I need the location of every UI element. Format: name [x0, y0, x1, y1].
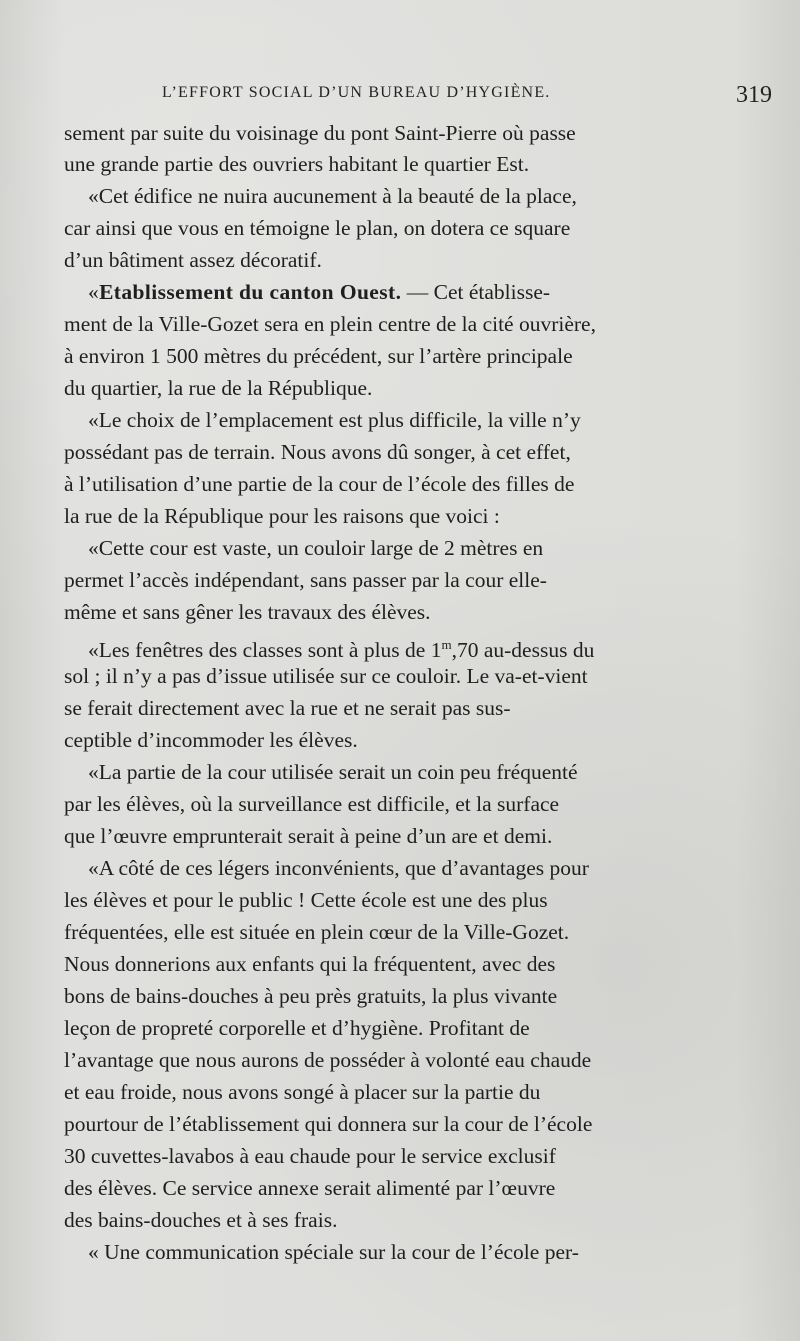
- page-number: 319: [736, 82, 772, 108]
- text-line-20: ceptible d’incommoder les élèves.: [64, 728, 358, 752]
- text-line-10: «Le choix de l’emplacement est plus difficile, la ville n’y: [88, 408, 581, 432]
- text-line-18: sol ; il n’y a pas d’issue utilisée sur ce couloir. Le va-et-vient: [64, 664, 588, 688]
- text-line-27: Nous donnerions aux enfants qui la fréquentent, avec des: [64, 952, 556, 976]
- text-line-16: même et sans gêner les travaux des élèves.: [64, 600, 431, 624]
- text-line-21: «La partie de la cour utilisée serait un coin peu fréquenté: [88, 760, 578, 784]
- text-line-2: une grande partie des ouvriers habitant le quartier Est.: [64, 152, 530, 176]
- text-line-1: sement par suite du voisinage du pont Saint-Pierre où passe: [64, 121, 576, 145]
- text-line-31: et eau froide, nous avons songé à placer sur la partie du: [64, 1080, 541, 1104]
- text-line-8: à environ 1 500 mètres du précédent, sur l’artère principale: [64, 344, 573, 368]
- text-line-30: l’avantage que nous aurons de posséder à volonté eau chaude: [64, 1048, 592, 1072]
- text-line-24: «A côté de ces légers inconvénients, que d’avantages pour: [88, 856, 589, 880]
- section-continuation: — Cet établisse-: [401, 280, 551, 304]
- text-line-34: des élèves. Ce service annexe serait alimenté par l’œuvre: [64, 1176, 556, 1200]
- text-line-14: «Cette cour est vaste, un couloir large de 2 mètres en: [88, 536, 544, 560]
- bold-section-title: Etablissement du canton Ouest.: [99, 280, 402, 304]
- text-line-28: bons de bains-douches à peu près gratuits, la plus vivante: [64, 984, 558, 1008]
- text-line-23: que l’œuvre emprunterait serait à peine d’un are et demi.: [64, 824, 553, 848]
- text-line-29: leçon de propreté corporelle et d’hygiène. Profitant de: [64, 1016, 530, 1040]
- text-line-15: permet l’accès indépendant, sans passer par la cour elle-: [64, 568, 547, 592]
- text-line-26: fréquentées, elle est située en plein cœur de la Ville-Gozet.: [64, 920, 570, 944]
- text-line-35: des bains-douches et à ses frais.: [64, 1208, 338, 1232]
- text-line-33: 30 cuvettes-lavabos à eau chaude pour le service exclusif: [64, 1144, 556, 1168]
- window-height-text-before: «Les fenêtres des classes sont à plus de 1: [88, 638, 442, 662]
- text-line-12: à l’utilisation d’une partie de la cour de l’école des filles de: [64, 472, 575, 496]
- text-line-22: par les élèves, où la surveillance est difficile, et la surface: [64, 792, 560, 816]
- text-line-25: les élèves et pour le public ! Cette école est une des plus: [64, 888, 548, 912]
- window-height-text-after: ,70 au-dessus du: [451, 638, 595, 662]
- opening-guillemet: «: [88, 280, 100, 304]
- text-line-36: « Une communication spéciale sur la cour de l’école per-: [88, 1240, 579, 1264]
- text-line-11: possédant pas de terrain. Nous avons dû songer, à cet effet,: [64, 440, 571, 464]
- text-line-32: pourtour de l’établissement qui donnera sur la cour de l’école: [64, 1112, 593, 1136]
- text-line-19: se ferait directement avec la rue et ne serait pas sus-: [64, 696, 511, 720]
- running-title: L’EFFORT SOCIAL D’UN BUREAU D’HYGIÈNE.: [162, 84, 551, 101]
- text-line-4: car ainsi que vous en témoigne le plan, on dotera ce square: [64, 216, 571, 240]
- text-line-3: «Cet édifice ne nuira aucunement à la beauté de la place,: [88, 184, 577, 208]
- text-line-5: d’un bâtiment assez décoratif.: [64, 248, 322, 272]
- text-line-9: du quartier, la rue de la République.: [64, 376, 373, 400]
- text-line-13: la rue de la République pour les raisons que voici :: [64, 504, 500, 528]
- text-line-6-section-heading: [88, 277, 758, 308]
- text-line-7: ment de la Ville-Gozet sera en plein centre de la cité ouvrière,: [64, 312, 596, 336]
- meter-superscript: m: [441, 637, 452, 652]
